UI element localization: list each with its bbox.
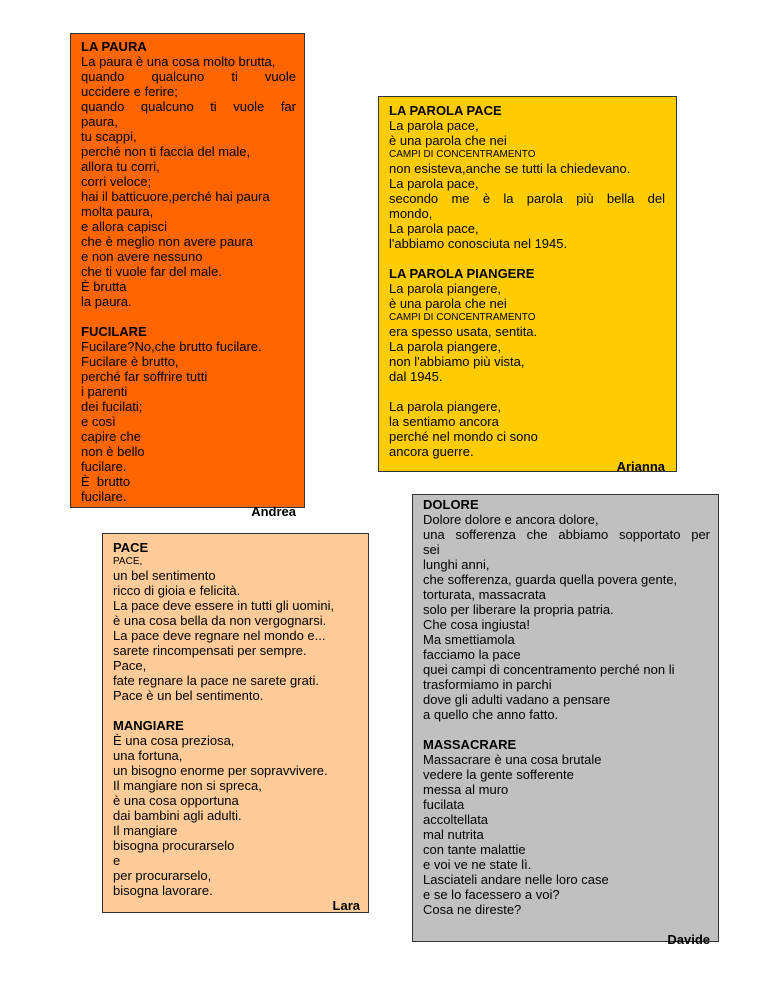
poem-line: e così xyxy=(81,414,116,429)
poem-line: dal 1945. xyxy=(389,369,443,384)
poem-line: È una cosa preziosa, xyxy=(113,733,235,748)
poem-title: MASSACRARE xyxy=(423,737,517,752)
poem-line: La parola pace, xyxy=(389,118,479,133)
poem-line: e allora capisci xyxy=(81,219,167,234)
poem-line: perché nel mondo ci sono xyxy=(389,429,538,444)
poem-line: perché far soffrire tutti xyxy=(81,369,208,384)
poem-line: i parenti xyxy=(81,384,128,399)
poem-line: che sofferenza, guarda quella povera gente, xyxy=(423,572,678,587)
poem-line: e voi ve ne state lì. xyxy=(423,857,532,872)
poem-title: PACE xyxy=(113,540,149,555)
poem-title: LA PAROLA PACE xyxy=(389,103,502,118)
poem-line: Ma smettiamola xyxy=(423,632,515,647)
poem-title: MANGIARE xyxy=(113,718,184,733)
poem-line: La paura è una cosa molto brutta, xyxy=(81,54,276,69)
poem-line: è una cosa bella da non vergognarsi. xyxy=(113,613,327,628)
poem-line: e non avere nessuno xyxy=(81,249,203,264)
poem-title: LA PAROLA PIANGERE xyxy=(389,266,535,281)
poem-line: trasformiamo in parchi xyxy=(423,677,552,692)
poem-line: allora tu corri, xyxy=(81,159,160,174)
poem-line: fate regnare la pace ne sarete grati. xyxy=(113,673,319,688)
poem-line: è una parola che nei xyxy=(389,296,507,311)
poem-title: FUCILARE xyxy=(81,324,147,339)
poem-title: DOLORE xyxy=(423,497,479,512)
poem-line: una fortuna, xyxy=(113,748,183,763)
poem-line: Dolore dolore e ancora dolore, xyxy=(423,512,599,527)
poem-line: per procurarselo, xyxy=(113,868,212,883)
poem-line: Pace, xyxy=(113,658,147,673)
poem-line: CAMPI DI CONCENTRAMENTO xyxy=(389,312,536,323)
poem-line: molta paura, xyxy=(81,204,154,219)
poem-line: un bisogno enorme per sopravvivere. xyxy=(113,763,328,778)
poem-line: mondo, xyxy=(389,206,433,221)
poem-line: Il mangiare non si spreca, xyxy=(113,778,262,793)
poem-line: e se lo facessero a voi? xyxy=(423,887,560,902)
poem-line: non è bello xyxy=(81,444,145,459)
poem-line: bisogna procurarselo xyxy=(113,838,235,853)
poem-line: dove gli adulti vadano a pensare xyxy=(423,692,611,707)
poem-line: facciamo la pace xyxy=(423,647,521,662)
poem-line: dai bambini agli adulti. xyxy=(113,808,242,823)
poem-line: Il mangiare xyxy=(113,823,178,838)
poem-line: Che cosa ingiusta! xyxy=(423,617,530,632)
poem-line: vedere la gente sofferente xyxy=(423,767,574,782)
poem-line: non l'abbiamo più vista, xyxy=(389,354,525,369)
poem-line: sarete rincompensati per sempre. xyxy=(113,643,307,658)
poem-line: quando qualcuno ti vuole xyxy=(81,69,296,84)
poem-line: fucilare. xyxy=(81,489,127,504)
poem-line: Fucilare è brutto, xyxy=(81,354,179,369)
poem-line: la paura. xyxy=(81,294,132,309)
poem-line: non esisteva,anche se tutti la chiedevano. xyxy=(389,161,631,176)
poem-line: con tante malattie xyxy=(423,842,526,857)
poem-line: la sentiamo ancora xyxy=(389,414,499,429)
poem-line: La parola piangere, xyxy=(389,281,502,296)
poem-title: LA PAURA xyxy=(81,39,147,54)
poem-box-parola-pace xyxy=(378,96,677,472)
poem-line: che ti vuole far del male. xyxy=(81,264,222,279)
poem-line: messa al muro xyxy=(423,782,509,797)
poem-line: è una parola che nei xyxy=(389,133,507,148)
poem-line: È brutto xyxy=(81,474,131,489)
poem-line: corri veloce; xyxy=(81,174,152,189)
poem-line: La parola piangere, xyxy=(389,339,502,354)
poem-line: solo per liberare la propria patria. xyxy=(423,602,614,617)
poem-line: CAMPI DI CONCENTRAMENTO xyxy=(389,149,536,160)
poem-line: una sofferenza che abbiamo sopportato per xyxy=(423,527,710,542)
poem-line: e xyxy=(113,853,121,868)
poem-line: È brutta xyxy=(81,279,127,294)
poem-box-paura xyxy=(70,33,305,519)
poem-line: sei xyxy=(423,542,440,557)
author-signature: Arianna xyxy=(616,459,665,474)
poem-line: bisogna lavorare. xyxy=(113,883,213,898)
poem-box-dolore xyxy=(412,494,719,947)
poem-line: quei campi di concentramento perché non li xyxy=(423,662,675,677)
poem-line: ancora guerre. xyxy=(389,444,474,459)
poem-line: secondo me è la parola più bella del xyxy=(389,191,665,206)
poem-line: accoltellata xyxy=(423,812,489,827)
poem-line: torturata, massacrata xyxy=(423,587,546,602)
poem-line: Massacrare è una cosa brutale xyxy=(423,752,602,767)
poem-line: a quello che anno fatto. xyxy=(423,707,559,722)
poem-line: che è meglio non avere paura xyxy=(81,234,254,249)
poem-line: perché non ti faccia del male, xyxy=(81,144,251,159)
poem-line: fucilare. xyxy=(81,459,127,474)
poem-line: La parola pace, xyxy=(389,221,479,236)
poem-line: PACE, xyxy=(113,556,143,567)
poem-line: ricco di gioia e felicità. xyxy=(113,583,241,598)
poem-line: mal nutrita xyxy=(423,827,484,842)
poem-line: Cosa ne direste? xyxy=(423,902,522,917)
poem-line: fucilata xyxy=(423,797,465,812)
poem-line: hai il batticuore,perché hai paura xyxy=(81,189,270,204)
author-signature: Andrea xyxy=(251,504,296,519)
poem-line: Lasciateli andare nelle loro case xyxy=(423,872,609,887)
poem-line: l'abbiamo conosciuta nel 1945. xyxy=(389,236,568,251)
poem-line: tu scappi, xyxy=(81,129,137,144)
poem-line: La pace deve regnare nel mondo e... xyxy=(113,628,326,643)
poem-line: Fucilare?No,che brutto fucilare. xyxy=(81,339,262,354)
poem-line: quando qualcuno ti vuole far xyxy=(81,99,296,114)
author-signature: Lara xyxy=(332,898,360,913)
poem-line: dei fucilati; xyxy=(81,399,143,414)
poem-line: uccidere e ferire; xyxy=(81,84,178,99)
poem-line: è una cosa opportuna xyxy=(113,793,239,808)
poem-line: un bel sentimento xyxy=(113,568,216,583)
poem-line: Pace è un bel sentimento. xyxy=(113,688,264,703)
author-signature: Davide xyxy=(667,932,710,947)
poem-box-pace xyxy=(102,533,369,913)
poem-line: lunghi anni, xyxy=(423,557,490,572)
poem-line: La parola piangere, xyxy=(389,399,502,414)
poem-line: La pace deve essere in tutti gli uomini, xyxy=(113,598,335,613)
poem-line: capire che xyxy=(81,429,141,444)
poem-line: La parola pace, xyxy=(389,176,479,191)
poem-line: paura, xyxy=(81,114,118,129)
poem-line: era spesso usata, sentita. xyxy=(389,324,538,339)
